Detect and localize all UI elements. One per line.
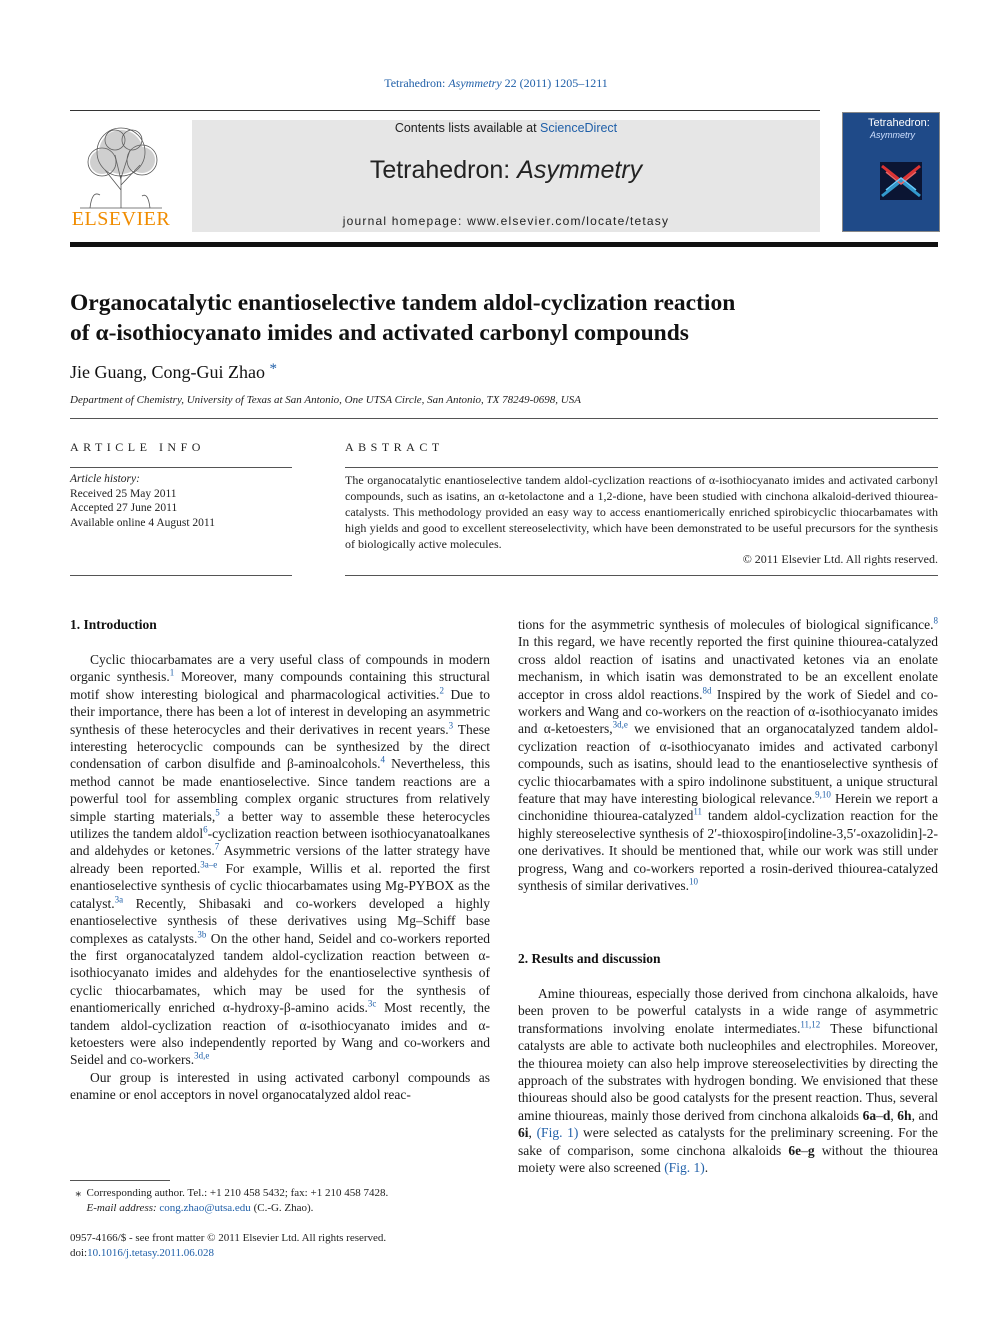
header-thick-rule	[70, 242, 938, 247]
article-title: Organocatalytic enantioselective tandem aldol-cyclization reaction of α-isothiocyanato imides and activated carbonyl compounds	[70, 290, 736, 346]
paragraph: Amine thioureas, especially those derived from cinchona alkaloids, have been proven to be powerful catalysts in a wide range of asymmetric transformations involving enolate intermediates.$^{11,12}$ These bifunctional catalysts are able to activate both nucleophiles and electrophiles. Moreover, the thiourea moiety can also help improve stereoselectivities by directing the approach of the substrates with hydrogen bonding. We envisioned that these thioureas should also be good catalysts for the present reaction. Thus, several amine thioureas, mainly those derived from cinchona alkaloids 6a–d, 6h, and 6i, (Fig. 1) were selected as catalysts for the preliminary screening. For the sake of comparison, some cinchona alkaloids 6e–g without the thiourea moiety were also screened (Fig. 1).	[518, 986, 939, 1176]
author-list: Jie Guang, Cong-Gui Zhao *	[70, 361, 277, 382]
body-column-left	[70, 651, 490, 1104]
article-info-rule	[70, 467, 292, 468]
cover-artwork	[880, 162, 922, 200]
section-heading-results: 2. Results and discussion	[518, 951, 661, 966]
body-column-right-bottom	[518, 985, 938, 1176]
cover-title: Tetrahedron:	[868, 117, 930, 129]
email-link[interactable]: cong.zhao@utsa.edu	[159, 1202, 251, 1214]
header-rule	[70, 110, 820, 111]
publisher-logo-text: ELSEVIER	[71, 208, 171, 230]
article-info-bottom-rule	[70, 575, 292, 576]
corresponding-author-mark[interactable]: *	[269, 361, 277, 377]
article-info-heading: ARTICLE INFO	[70, 440, 205, 454]
journal-homepage[interactable]: journal homepage: www.elsevier.com/locate/tetasy	[342, 214, 670, 228]
journal-citation[interactable]: Tetrahedron: Asymmetry 22 (2011) 1205–1211	[384, 76, 608, 90]
abstract-bottom-rule	[345, 575, 938, 576]
journal-title: Tetrahedron: Asymmetry	[369, 156, 643, 184]
front-matter-info: 0957-4166/$ - see front matter © 2011 Elsevier Ltd. All rights reserved. doi:10.1016/j.tetasy.2011.06.028	[70, 1232, 387, 1259]
body-column-right-top	[518, 616, 938, 895]
corresponding-author-footnote: ⁎ Corresponding author. Tel.: +1 210 458 5432; fax: +1 210 458 7428. E-mail address: cong.zhao@utsa.edu (C.-G. Zhao).	[70, 1187, 389, 1214]
contents-availability: Contents lists available at ScienceDirect	[394, 121, 618, 135]
cover-subtitle: Asymmetry	[870, 130, 915, 140]
sciencedirect-link[interactable]: ScienceDirect	[540, 121, 618, 135]
section-heading-introduction: 1. Introduction	[70, 617, 157, 632]
abstract-copyright: © 2011 Elsevier Ltd. All rights reserved.	[742, 552, 938, 566]
abstract-rule	[345, 467, 938, 468]
footnote-rule	[70, 1180, 170, 1181]
abstract-heading: ABSTRACT	[345, 440, 444, 454]
affiliation-rule	[70, 418, 938, 419]
paragraph: tions for the asymmetric synthesis of molecules of biological significance.$^8$ In this regard, we have recently reported the first quinine thiourea-catalyzed cross aldol reaction of isatins and unactivated ketones via an enolate mechanism, in which isatin was demonstrated to be an excellent enolate acceptor in cross aldol reactions.$^{8d}$ Inspired by the work of Siedel and co-workers and Wang and co-workers on the reaction of α-isothiocyanato imides and α-ketoesters,$^{3d,e}$ we envisioned that an organocatalyzed tandem aldol-cyclization reaction of α-isothiocyanato imides and activated carbonyl compounds, such as isatins, should lead to the enantioselective synthesis of cyclic thiocarbamates with a spiro indolinone substituent, a unique structural feature that may have interesting biological relevance.$^{9,10}$ Herein we report a cinchonidine thiourea-catalyzed$^{11}$ tandem aldol-cyclization reaction for the highly stereoselective synthesis of 2′-thioxospiro[indoline-3,5′-oxazolidin]-2-one derivatives. It should be mentioned that, while our work was still under progress, Wang and co-workers reported a rosin-derived thiourea-catalyzed synthesis of similar derivatives.$^{10}$	[518, 615, 938, 894]
paragraph: Cyclic thiocarbamates are a very useful class of compounds in modern organic synthesis.$^1$ Moreover, many compounds containing this structural motif show interesting biological and pharmacological activities.$^2$ Due to their importance, there has been a lot of interest in developing an asymmetric synthesis of these heterocycles and their derivatives in recent years.$^3$ These interesting heterocyclic compounds can be synthesized by the direct condensation of carbon disulfide and β-aminoalcohols.$^4$ Nevertheless, this method cannot be made enantioselective. Since tandem reactions are a powerful tool for assembling complex organic structures from relatively simple starting materials,$^5$ a better way to assemble these heterocycles utilizes the tandem aldol$^6$-cyclization reaction between isothiocyanatoalkanes and aldehydes or ketones.$^7$ Asymmetric versions of the latter strategy have already been reported.$^{3a-e}$ For example, Willis et al. reported the first enantioselective synthesis of cyclic thiocarbamates using Mg-PYBOX as the catalyst.$^{3a}$ Recently, Shibasaki and co-workers developed a highly enantioselective synthesis of these derivatives using Mg–Schiff base complexes as catalysts.$^{3b}$ On the other hand, Seidel and co-workers reported the first organocatalyzed tandem aldol-cyclization reaction between α-isothiocyanato imides and aldehydes for the enantioselective synthesis of cyclic thiocarbamates, which may be used for the synthesis of enantiomerically enriched α-hydroxy-β-amino acids.$^{3c}$ Most recently, the tandem aldol-cyclization reaction of α-isothiocyanato imides and α-ketoesters were also independently reported by Wang and co-workers and Seidel and co-workers.$^{3d,e}$	[70, 652, 490, 1068]
affiliation: Department of Chemistry, University of Texas at San Antonio, One UTSA Circle, San Antonio, TX 78249-0698, USA	[70, 394, 581, 406]
paragraph: Our group is interested in using activated carbonyl compounds as enamine or enol acceptors in novel organocatalyzed aldol reac-	[70, 1069, 490, 1103]
abstract-body: The organocatalytic enantioselective tandem aldol-cyclization reactions of α-isothiocyanato imides and activated carbonyl compounds, such as isatins, an α-ketolactone and a 1,2-dione, have been studied with cinchona alkaloid-derived thiourea-catalysts. This methodology provided an easy way to access enantiomerically enriched spirobicyclic thiocarbamates with high yields and good to excellent stereoselectivity, which have been demonstrated to be useful precursors for the synthesis of biologically active molecules.	[345, 473, 938, 551]
article-history: Article history: Received 25 May 2011 Accepted 27 June 2011 Available online 4 August 2011	[70, 473, 216, 529]
doi-link[interactable]: 10.1016/j.tetasy.2011.06.028	[87, 1247, 215, 1259]
